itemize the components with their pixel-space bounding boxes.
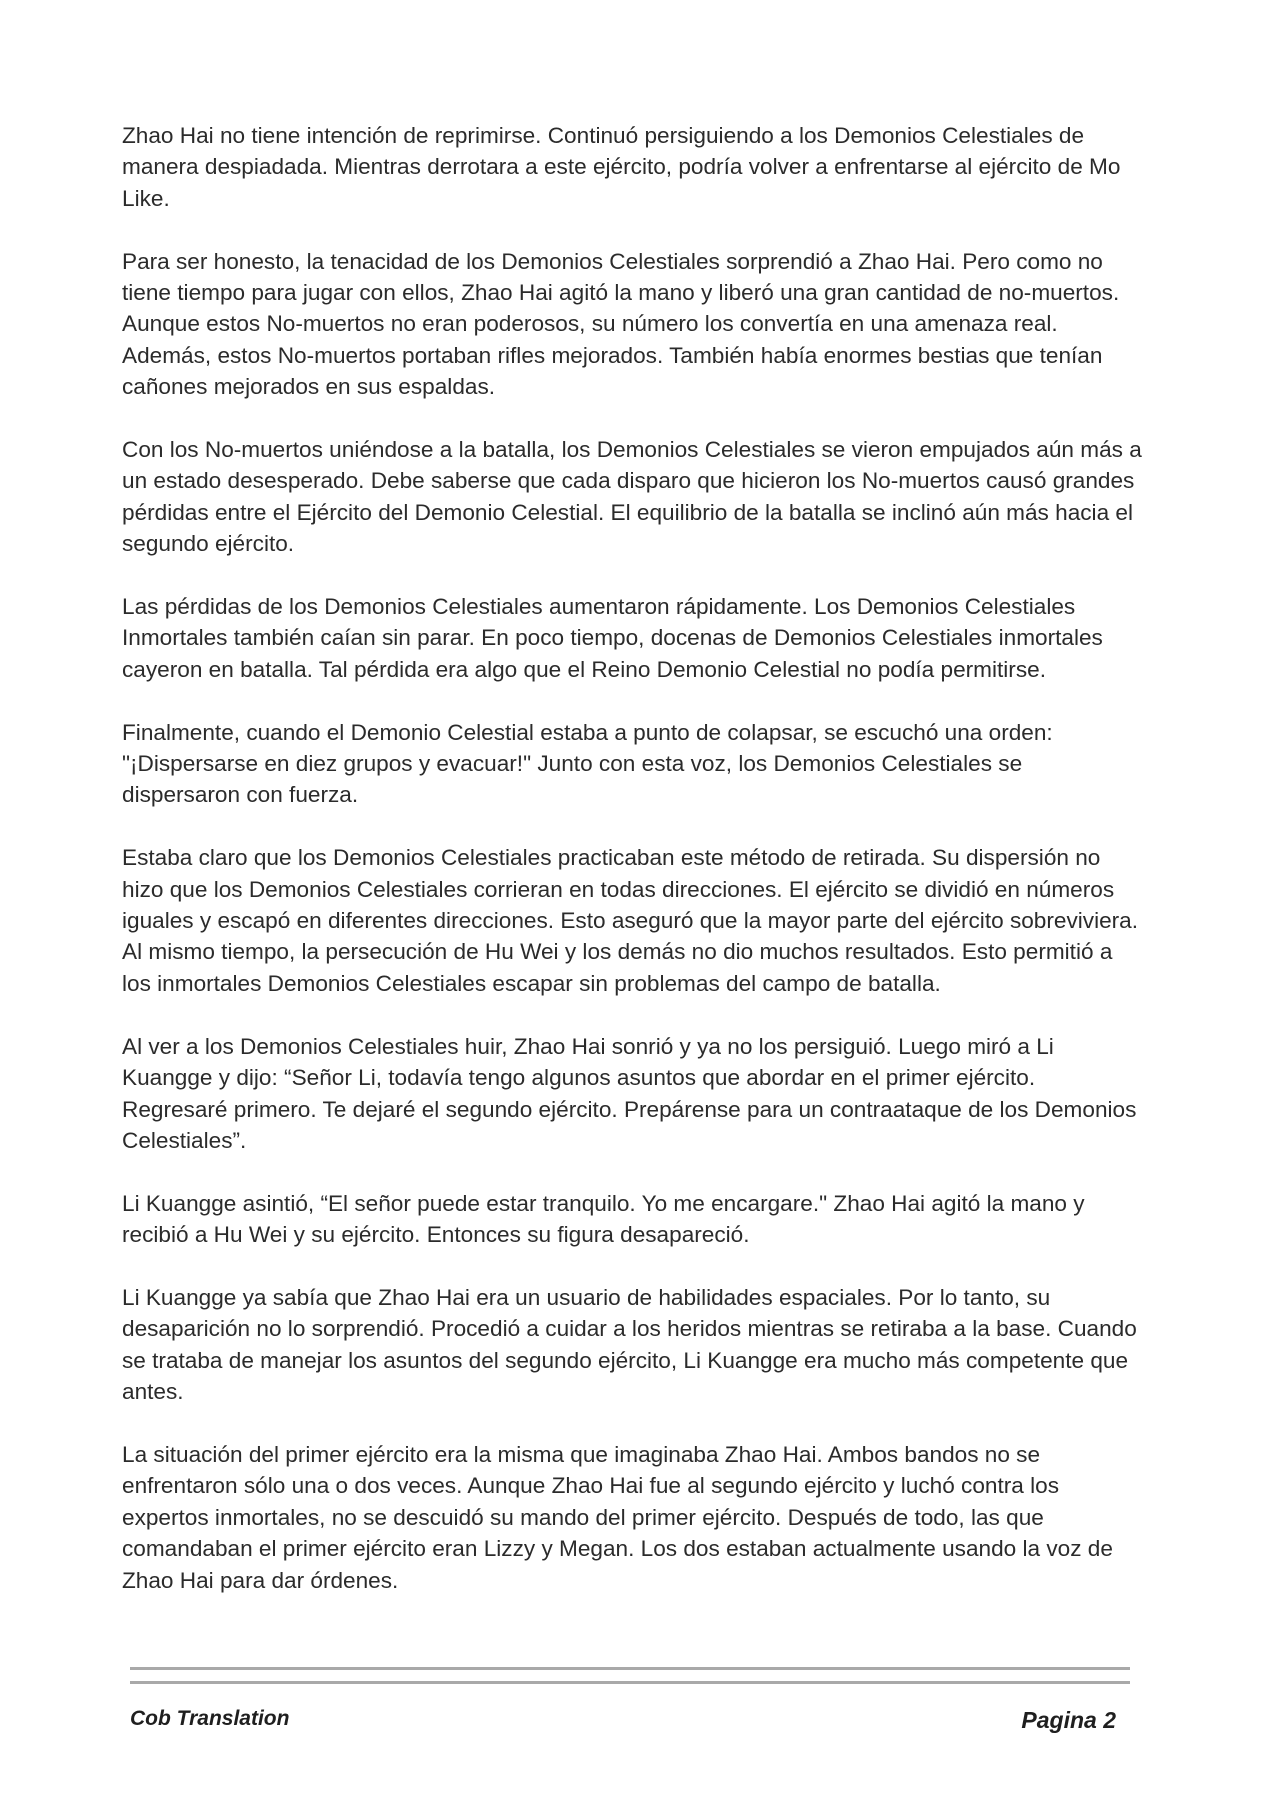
paragraph: La situación del primer ejército era la misma que imaginaba Zhao Hai. Ambos bandos no se enfrentaron sólo una o dos veces. Aunque Zhao Hai fue al segundo ejército y luchó contra los expertos inmortales, no se descuidó su mando del primer ejército. Después de todo, las que comandaban el primer ejército eran Lizzy y Megan. Los dos estaban actualmente usando la voz de Zhao Hai para dar órdenes.	[122, 1441, 1113, 1593]
paragraph: Con los No-muertos uniéndose a la batalla, los Demonios Celestiales se vieron empujados aún más a un estado desesperado. Debe saberse que cada disparo que hicieron los No-muertos causó grandes pérdidas entre el Ejército del Demonio Celestial. El equilibrio de la batalla se inclinó aún más hacia el segundo ejército.	[122, 437, 1142, 557]
footer-divider-bottom	[130, 1681, 1130, 1684]
paragraph: Li Kuangge asintió, “El señor puede estar tranquilo. Yo me encargare." Zhao Hai agitó la mano y recibió a Hu Wei y su ejército. Entonces su figura desapareció.	[122, 1190, 1085, 1248]
paragraph: Las pérdidas de los Demonios Celestiales aumentaron rápidamente. Los Demonios Celestiales Inmortales también caían sin parar. En poco tiempo, docenas de Demonios Celestiales inmortales cayeron en batalla. Tal pérdida era algo que el Reino Demonio Celestial no podía permitirse.	[122, 594, 1103, 682]
footer-translator-label: Cob Translation	[130, 1707, 290, 1730]
paragraph: Para ser honesto, la tenacidad de los Demonios Celestiales sorprendió a Zhao Hai. Pero como no tiene tiempo para jugar con ellos, Zhao Hai agitó la mano y liberó una gran cantidad de no-muertos. Aunque estos No-muertos no eran poderosos, su número los convertía en una amenaza real. Además, estos No-muertos portaban rifles mejorados. También había enormes bestias que tenían cañones mejorados en sus espaldas.	[122, 248, 1120, 400]
paragraph: Estaba claro que los Demonios Celestiales practicaban este método de retirada. Su dispersión no hizo que los Demonios Celestiales corrieran en todas direcciones. El ejército se dividió en números iguales y escapó en diferentes direcciones. Esto aseguró que la mayor parte del ejército sobreviviera. Al mismo tiempo, la persecución de Hu Wei y los demás no dio muchos resultados. Esto permitió a los inmortales Demonios Celestiales escapar sin problemas del campo de batalla.	[122, 845, 1139, 996]
paragraph: Li Kuangge ya sabía que Zhao Hai era un usuario de habilidades espaciales. Por lo tanto, su desaparición no lo sorprendió. Procedió a cuidar a los heridos mientras se retiraba a la base. Cuando se trataba de manejar los asuntos del segundo ejército, Li Kuangge era mucho más competente que antes.	[122, 1284, 1137, 1405]
footer-divider-top	[130, 1667, 1130, 1670]
body-text	[122, 120, 1142, 1627]
paragraph: Zhao Hai no tiene intención de reprimirse. Continuó persiguiendo a los Demonios Celestiales de manera despiadada. Mientras derrotara a este ejército, podría volver a enfrentarse al ejército de Mo Like.	[122, 123, 1121, 211]
paragraph: Al ver a los Demonios Celestiales huir, Zhao Hai sonrió y ya no los persiguió. Luego miró a Li Kuangge y dijo: “Señor Li, todavía tengo algunos asuntos que abordar en el primer ejército. Regresaré primero. Te dejaré el segundo ejército. Prepárense para un contraataque de los Demonios Celestiales”.	[122, 1033, 1137, 1153]
footer-page-number: Pagina 2	[1021, 1707, 1116, 1733]
paragraph: Finalmente, cuando el Demonio Celestial estaba a punto de colapsar, se escuchó una orden: "¡Dispersarse en diez grupos y evacuar!" Junto con esta voz, los Demonios Celestiales se dispersaron con fuerza.	[122, 719, 1053, 808]
